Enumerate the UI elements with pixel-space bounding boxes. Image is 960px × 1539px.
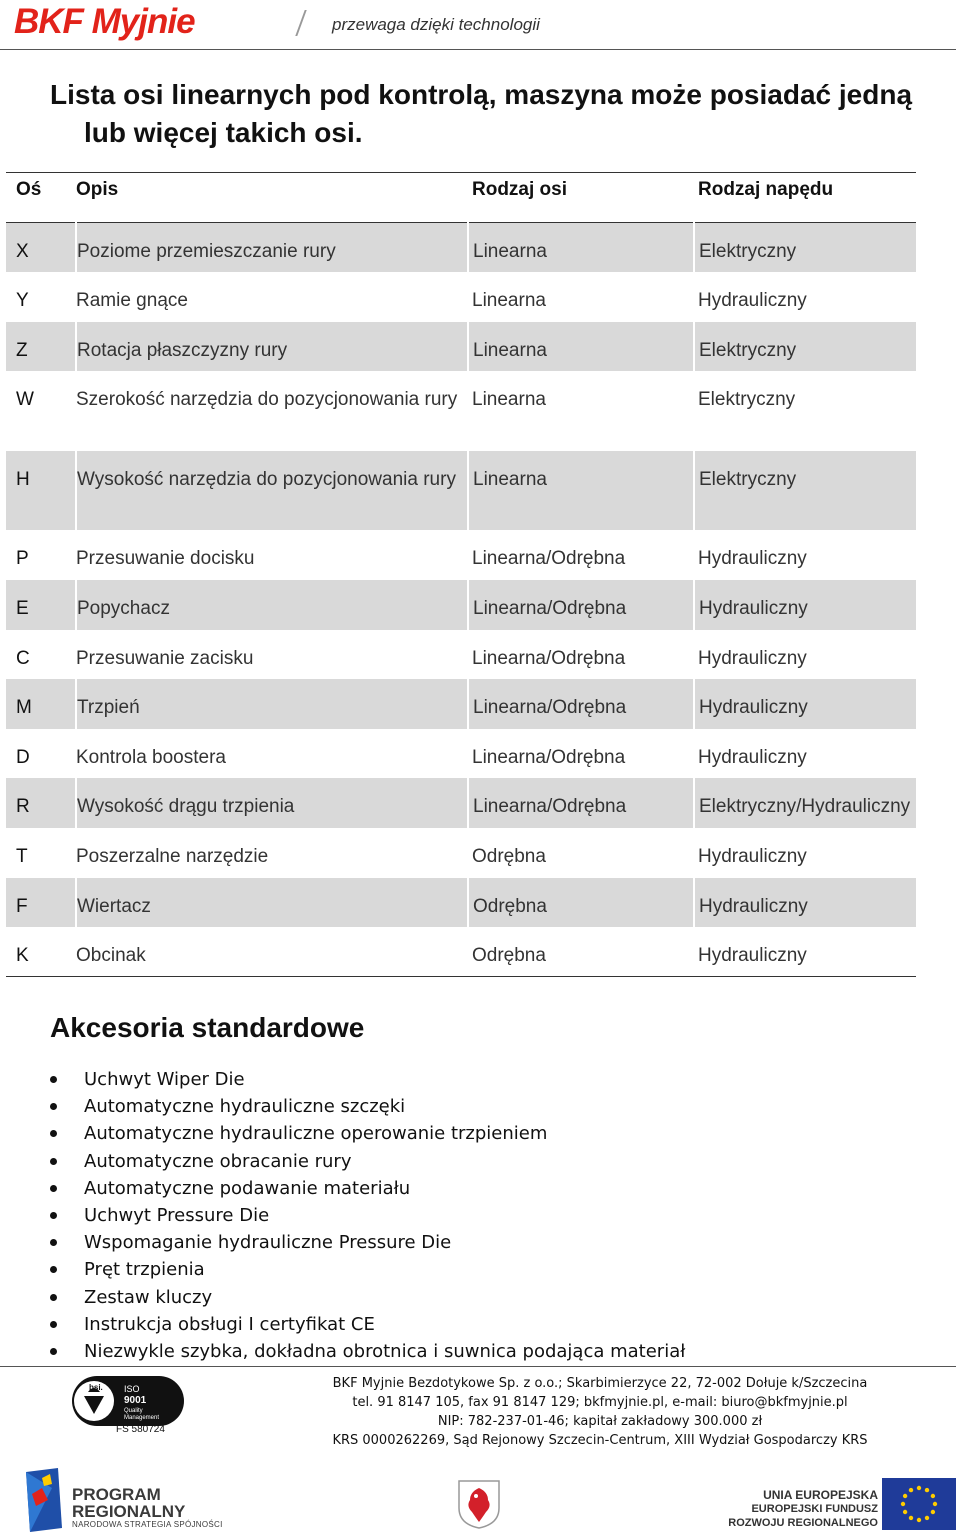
eu-line-2: EUROPEJSKI FUNDUSZ [751, 1503, 878, 1515]
iso-number-text: 9001 [124, 1395, 147, 1406]
iso-certificate-number: FS 580724 [116, 1424, 165, 1435]
header-divider [295, 10, 306, 36]
table-row [6, 322, 916, 372]
cell-drive-type: Hydrauliczny [698, 945, 807, 967]
cell-axis: Z [6, 322, 76, 372]
list-item [50, 1148, 685, 1175]
list-item-text: Wspomaganie hydrauliczne Pressure Die [84, 1232, 452, 1254]
list-item [50, 1256, 685, 1283]
cell-axis-type: Linearna/Odrębna [472, 548, 626, 570]
cell-axis-type: Linearna [472, 389, 546, 411]
cell-description: Trzpień [76, 679, 468, 729]
cell-axis: P [16, 548, 29, 570]
cell-axis: M [6, 679, 76, 729]
bullet-icon [50, 1103, 57, 1110]
eu-star-icon [909, 1488, 913, 1492]
table-row [6, 878, 916, 928]
cell-description: Szerokość narzędzia do pozycjonowania rury [76, 389, 458, 411]
list-item [50, 1338, 685, 1365]
cell-axis: D [16, 746, 30, 768]
table-row [6, 679, 916, 729]
cell-axis: F [6, 878, 76, 928]
table-row [6, 927, 916, 977]
cell-axis: X [6, 223, 76, 273]
table-header-row [6, 173, 916, 223]
cell-axis-type: Linearna [468, 322, 694, 372]
table-row [6, 580, 916, 630]
bullet-icon [50, 1130, 57, 1137]
iso-caption-quality: Quality [124, 1408, 143, 1414]
accessories-list [50, 1066, 685, 1365]
iso-caption-management: Management [124, 1415, 160, 1421]
eu-flag-icon [882, 1478, 956, 1530]
cell-axis: T [16, 846, 28, 868]
col-header-axis-type: Rodzaj osi [472, 179, 568, 200]
eu-star-icon [925, 1516, 929, 1520]
company-info-line: BKF Myjnie Bezdotykowe Sp. z o.o.; Skarbimierzyce 22, 72-002 Dołuje k/Szczecina [332, 1376, 868, 1391]
cell-description: Przesuwanie zacisku [76, 647, 254, 669]
table-row [6, 371, 916, 451]
table-row [6, 451, 916, 531]
table-row [6, 530, 916, 580]
cell-drive-type: Hydrauliczny [698, 647, 807, 669]
list-item-text: Zestaw kluczy [84, 1286, 213, 1308]
table-row [6, 272, 916, 322]
cell-drive-type: Elektryczny [698, 389, 796, 411]
eu-star-icon [931, 1494, 935, 1498]
program-line-2: REGIONALNY [72, 1502, 186, 1521]
eu-star-icon [903, 1510, 907, 1514]
program-line-1: PROGRAM [72, 1485, 161, 1504]
eu-star-icon [901, 1502, 905, 1506]
cell-axis-type: Linearna/Odrębna [468, 679, 694, 729]
cell-axis-type: Odrębna [472, 846, 546, 868]
cell-drive-type: Hydrauliczny [694, 878, 916, 928]
bullet-icon [50, 1348, 57, 1355]
list-item-text: Uchwyt Wiper Die [84, 1069, 245, 1090]
list-item [50, 1284, 685, 1311]
table-row [6, 630, 916, 680]
cell-description: Poszerzalne narzędzie [76, 846, 269, 868]
col-header-axis: Oś [16, 179, 42, 200]
list-item [50, 1093, 685, 1120]
bullet-icon [50, 1158, 57, 1165]
cell-drive-type: Hydrauliczny [698, 746, 807, 768]
table-row [6, 729, 916, 779]
eu-star-icon [909, 1516, 913, 1520]
cell-axis: K [16, 945, 29, 967]
list-item-text: Automatyczne podawanie materiału [84, 1177, 411, 1199]
eu-star-icon [917, 1486, 921, 1490]
cell-axis: C [16, 647, 30, 669]
cell-description: Poziome przemieszczanie rury [76, 223, 468, 273]
title-line-2: lub więcej takich osi. [84, 117, 363, 148]
list-item-text: Automatyczne hydrauliczne szczęki [84, 1096, 406, 1118]
eu-fund-text [700, 1488, 878, 1530]
list-item [50, 1229, 685, 1256]
table-row [6, 828, 916, 878]
company-info-line: tel. 91 8147 105, fax 91 8147 129; bkfmyjnie.pl, e-mail: biuro@bkfmyjnie.pl [352, 1395, 848, 1410]
list-item-text: Automatyczne obracanie rury [84, 1150, 352, 1172]
bsi-brand-text: bsi. [89, 1383, 103, 1392]
bullet-icon [50, 1212, 57, 1219]
company-info-line: NIP: 782-237-01-46; kapitał zakładowy 300.000 zł [437, 1414, 763, 1429]
cell-description: Przesuwanie docisku [76, 548, 255, 570]
bullet-icon [50, 1185, 57, 1192]
cell-drive-type: Hydrauliczny [698, 290, 807, 312]
cell-description: Popychacz [76, 580, 468, 630]
list-item-text: Pręt trzpienia [84, 1259, 205, 1281]
list-item-text: Instrukcja obsługi I certyfikat CE [84, 1313, 375, 1335]
cell-axis-type: Linearna [472, 290, 546, 312]
list-item [50, 1311, 685, 1338]
program-regionalny-text [72, 1486, 223, 1530]
eu-line-1: UNIA EUROPEJSKA [763, 1488, 878, 1502]
bkf-logo: BKF Myjnie [14, 2, 195, 41]
regional-crest-icon [456, 1478, 502, 1530]
cell-description: Ramie gnące [76, 290, 188, 312]
title-line-1: Lista osi linearnych pod kontrolą, maszyna może posiadać jedną [50, 79, 913, 110]
axes-table [6, 172, 916, 977]
eu-star-icon [917, 1518, 921, 1522]
cell-axis: Y [16, 290, 29, 312]
list-item-text: Automatyczne hydrauliczne operowanie trzpieniem [84, 1123, 548, 1145]
list-item [50, 1175, 685, 1202]
cell-axis-type: Linearna [468, 451, 694, 531]
iso-standard-text: ISO [124, 1384, 140, 1394]
page-header [0, 0, 960, 52]
cell-axis-type: Linearna/Odrębna [472, 746, 626, 768]
cell-drive-type: Hydrauliczny [694, 580, 916, 630]
list-item-text: Uchwyt Pressure Die [84, 1204, 270, 1226]
cell-drive-type: Elektryczny [694, 322, 916, 372]
cell-description: Kontrola boostera [76, 746, 226, 768]
cell-axis: R [6, 778, 76, 828]
cell-description: Obcinak [76, 945, 146, 967]
header-rule [0, 49, 956, 50]
bullet-icon [50, 1266, 57, 1273]
eu-star-icon [933, 1502, 937, 1506]
cell-drive-type: Elektryczny/Hydrauliczny [694, 778, 916, 828]
cell-axis-type: Linearna/Odrębna [472, 647, 626, 669]
list-item [50, 1120, 685, 1147]
table-row [6, 778, 916, 828]
col-header-description: Opis [76, 179, 119, 200]
table-row [6, 223, 916, 273]
cell-axis-type: Linearna/Odrębna [468, 580, 694, 630]
company-info-line: KRS 0000262269, Sąd Rejonowy Szczecin-Centrum, XIII Wydział Gospodarczy KRS [332, 1433, 868, 1448]
company-info [320, 1374, 880, 1450]
cell-description: Wysokość drągu trzpienia [76, 778, 468, 828]
bullet-icon [50, 1239, 57, 1246]
cell-drive-type: Hydrauliczny [698, 846, 807, 868]
eu-line-3: ROZWOJU REGIONALNEGO [728, 1517, 878, 1529]
cell-drive-type: Hydrauliczny [698, 548, 807, 570]
cell-drive-type: Elektryczny [694, 223, 916, 273]
cell-drive-type: Elektryczny [694, 451, 916, 531]
cell-axis: H [6, 451, 76, 531]
cell-axis-type: Odrębna [472, 945, 546, 967]
bullet-icon [50, 1321, 57, 1328]
cell-axis: E [6, 580, 76, 630]
cell-axis-type: Linearna [468, 223, 694, 273]
list-item [50, 1066, 685, 1093]
footer-rule [0, 1366, 956, 1367]
cell-axis: W [16, 389, 34, 411]
cell-description: Wysokość narzędzia do pozycjonowania rury [76, 451, 468, 531]
bullet-icon [50, 1294, 57, 1301]
cell-description: Wiertacz [76, 878, 468, 928]
bullet-icon [50, 1076, 57, 1083]
list-item [50, 1202, 685, 1229]
cell-axis-type: Linearna/Odrębna [468, 778, 694, 828]
eu-star-icon [925, 1488, 929, 1492]
tagline: przewaga dzięki technologii [332, 15, 540, 34]
page-title [50, 76, 940, 152]
cell-drive-type: Hydrauliczny [694, 679, 916, 729]
col-header-drive-type: Rodzaj napędu [698, 179, 834, 200]
eu-star-icon [903, 1494, 907, 1498]
list-item-text: Niezwykle szybka, dokładna obrotnica i suwnica podająca materiał [84, 1340, 686, 1362]
cell-description: Rotacja płaszczyzny rury [76, 322, 468, 372]
accessories-title: Akcesoria standardowe [50, 1012, 365, 1043]
eu-star-icon [931, 1510, 935, 1514]
program-line-3: NARODOWA STRATEGIA SPÓJNOŚCI [72, 1520, 223, 1529]
cell-axis-type: Odrębna [468, 878, 694, 928]
